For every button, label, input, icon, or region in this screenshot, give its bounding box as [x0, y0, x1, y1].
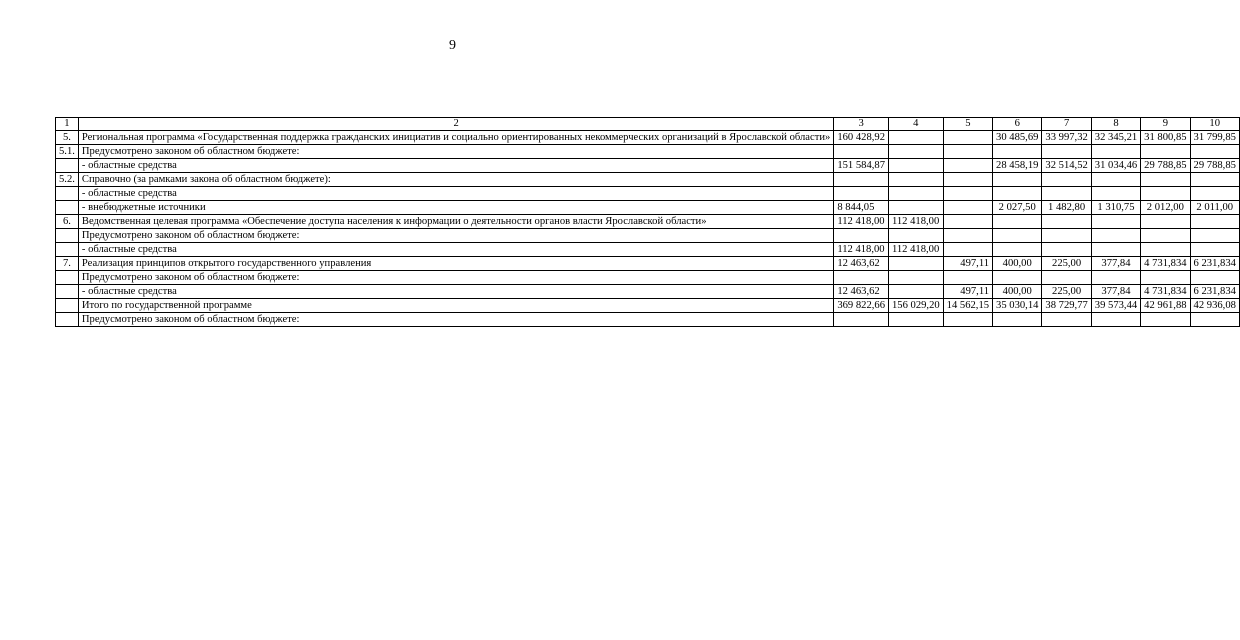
value-cell — [1141, 229, 1190, 243]
value-cell: 497,11 — [943, 285, 992, 299]
value-cell — [888, 145, 943, 159]
table-row — [56, 173, 1240, 187]
value-cell — [1042, 243, 1091, 257]
value-cell — [1141, 145, 1190, 159]
value-cell — [1042, 271, 1091, 285]
value-cell — [888, 159, 943, 173]
value-cell — [834, 187, 889, 201]
row-description: - областные средства — [78, 285, 833, 299]
value-cell: 42 936,08 — [1190, 299, 1239, 313]
value-cell: 400,00 — [993, 257, 1042, 271]
row-description: Предусмотрено законом об областном бюджете: — [78, 313, 833, 327]
value-cell — [943, 173, 992, 187]
value-cell — [1091, 229, 1140, 243]
value-cell: 31 800,85 — [1141, 131, 1190, 145]
header-cell: 6 — [993, 118, 1042, 131]
value-cell: 6 231,834 — [1190, 257, 1239, 271]
table-row — [56, 299, 1240, 313]
row-number: 7. — [56, 257, 79, 271]
value-cell: 12 463,62 — [834, 257, 889, 271]
value-cell — [834, 173, 889, 187]
row-number — [56, 285, 79, 299]
value-cell — [1190, 313, 1239, 327]
header-cell: 10 — [1190, 118, 1239, 131]
value-cell: 151 584,87 — [834, 159, 889, 173]
value-cell: 12 463,62 — [834, 285, 889, 299]
header-cell: 2 — [78, 118, 833, 131]
value-cell — [1190, 187, 1239, 201]
value-cell — [993, 187, 1042, 201]
value-cell: 112 418,00 — [834, 243, 889, 257]
row-number — [56, 229, 79, 243]
value-cell — [1042, 145, 1091, 159]
value-cell: 14 562,15 — [943, 299, 992, 313]
value-cell — [1091, 243, 1140, 257]
value-cell: 112 418,00 — [888, 215, 943, 229]
row-number: 5.2. — [56, 173, 79, 187]
value-cell — [834, 313, 889, 327]
value-cell: 112 418,00 — [834, 215, 889, 229]
row-number — [56, 243, 79, 257]
value-cell: 39 573,44 — [1091, 299, 1140, 313]
row-description: - областные средства — [78, 159, 833, 173]
value-cell — [1091, 271, 1140, 285]
value-cell — [993, 229, 1042, 243]
value-cell — [1042, 187, 1091, 201]
value-cell: 2 027,50 — [993, 201, 1042, 215]
value-cell: 156 029,20 — [888, 299, 943, 313]
row-description: Региональная программа «Государственная поддержка гражданских инициатив и социально ориентированных некоммерческих организаций в Ярославской области» — [78, 131, 833, 145]
value-cell — [834, 145, 889, 159]
value-cell — [1141, 271, 1190, 285]
value-cell — [943, 159, 992, 173]
value-cell — [943, 215, 992, 229]
row-description: Реализация принципов открытого государственного управления — [78, 257, 833, 271]
table-row — [56, 313, 1240, 327]
value-cell — [943, 131, 992, 145]
table-row — [56, 159, 1240, 173]
value-cell — [888, 173, 943, 187]
value-cell — [834, 271, 889, 285]
budget-table — [55, 117, 1240, 327]
header-cell: 8 — [1091, 118, 1140, 131]
value-cell — [1091, 187, 1140, 201]
value-cell: 35 030,14 — [993, 299, 1042, 313]
value-cell: 225,00 — [1042, 257, 1091, 271]
row-description: Предусмотрено законом об областном бюджете: — [78, 271, 833, 285]
value-cell — [943, 187, 992, 201]
value-cell: 32 514,52 — [1042, 159, 1091, 173]
value-cell: 8 844,05 — [834, 201, 889, 215]
value-cell: 4 731,834 — [1141, 257, 1190, 271]
table-row — [56, 187, 1240, 201]
value-cell — [1141, 313, 1190, 327]
value-cell — [1091, 145, 1140, 159]
row-number: 5. — [56, 131, 79, 145]
value-cell: 2 012,00 — [1141, 201, 1190, 215]
value-cell: 160 428,92 — [834, 131, 889, 145]
value-cell — [1190, 229, 1239, 243]
value-cell — [943, 229, 992, 243]
row-description: Итого по государственной программе — [78, 299, 833, 313]
header-cell: 3 — [834, 118, 889, 131]
header-cell: 5 — [943, 118, 992, 131]
table-body — [56, 118, 1240, 327]
row-number — [56, 201, 79, 215]
table-row — [56, 145, 1240, 159]
value-cell — [1190, 243, 1239, 257]
table-header-row — [56, 118, 1240, 131]
header-cell: 9 — [1141, 118, 1190, 131]
value-cell — [993, 271, 1042, 285]
value-cell — [943, 313, 992, 327]
value-cell — [1190, 145, 1239, 159]
row-description: - областные средства — [78, 187, 833, 201]
row-description: Предусмотрено законом об областном бюджете: — [78, 145, 833, 159]
value-cell — [1042, 313, 1091, 327]
row-description: Предусмотрено законом об областном бюджете: — [78, 229, 833, 243]
value-cell: 377,84 — [1091, 285, 1140, 299]
value-cell: 33 997,32 — [1042, 131, 1091, 145]
value-cell: 225,00 — [1042, 285, 1091, 299]
value-cell — [1190, 173, 1239, 187]
value-cell — [888, 229, 943, 243]
value-cell — [1042, 215, 1091, 229]
value-cell — [993, 215, 1042, 229]
table-row — [56, 201, 1240, 215]
value-cell: 32 345,21 — [1091, 131, 1140, 145]
row-description: - областные средства — [78, 243, 833, 257]
value-cell — [888, 201, 943, 215]
value-cell — [993, 145, 1042, 159]
value-cell — [888, 187, 943, 201]
row-number: 5.1. — [56, 145, 79, 159]
value-cell — [943, 145, 992, 159]
value-cell: 377,84 — [1091, 257, 1140, 271]
value-cell — [888, 257, 943, 271]
row-number — [56, 271, 79, 285]
header-cell: 1 — [56, 118, 79, 131]
value-cell: 4 731,834 — [1141, 285, 1190, 299]
value-cell: 400,00 — [993, 285, 1042, 299]
value-cell: 29 788,85 — [1190, 159, 1239, 173]
value-cell — [888, 271, 943, 285]
value-cell: 30 485,69 — [993, 131, 1042, 145]
value-cell: 6 231,834 — [1190, 285, 1239, 299]
value-cell: 29 788,85 — [1141, 159, 1190, 173]
value-cell — [1141, 243, 1190, 257]
value-cell: 497,11 — [943, 257, 992, 271]
value-cell — [1091, 215, 1140, 229]
table-row — [56, 229, 1240, 243]
row-number — [56, 187, 79, 201]
value-cell — [943, 201, 992, 215]
value-cell — [888, 285, 943, 299]
value-cell — [1141, 215, 1190, 229]
value-cell — [1141, 173, 1190, 187]
value-cell — [1190, 271, 1239, 285]
header-cell: 7 — [1042, 118, 1091, 131]
value-cell: 38 729,77 — [1042, 299, 1091, 313]
table-row — [56, 131, 1240, 145]
value-cell: 1 482,80 — [1042, 201, 1091, 215]
value-cell — [993, 313, 1042, 327]
row-description: Ведомственная целевая программа «Обеспечение доступа населения к информации о деятельности органов власти Ярославской области» — [78, 215, 833, 229]
value-cell: 28 458,19 — [993, 159, 1042, 173]
value-cell — [943, 243, 992, 257]
value-cell — [1091, 313, 1140, 327]
row-description: - внебюджетные источники — [78, 201, 833, 215]
table-row — [56, 243, 1240, 257]
table-row — [56, 271, 1240, 285]
value-cell — [1190, 215, 1239, 229]
page-number: 9 — [449, 38, 456, 53]
value-cell — [943, 271, 992, 285]
value-cell — [993, 243, 1042, 257]
header-cell: 4 — [888, 118, 943, 131]
row-number — [56, 299, 79, 313]
value-cell: 1 310,75 — [1091, 201, 1140, 215]
value-cell: 112 418,00 — [888, 243, 943, 257]
row-number: 6. — [56, 215, 79, 229]
value-cell: 369 822,66 — [834, 299, 889, 313]
table-row — [56, 285, 1240, 299]
value-cell — [1042, 173, 1091, 187]
value-cell: 31 034,46 — [1091, 159, 1140, 173]
value-cell: 31 799,85 — [1190, 131, 1239, 145]
value-cell: 2 011,00 — [1190, 201, 1239, 215]
value-cell — [1091, 173, 1140, 187]
value-cell — [1042, 229, 1091, 243]
row-description: Справочно (за рамками закона об областном бюджете): — [78, 173, 833, 187]
table-row — [56, 257, 1240, 271]
value-cell — [1141, 187, 1190, 201]
row-number — [56, 313, 79, 327]
table-row — [56, 215, 1240, 229]
value-cell — [888, 313, 943, 327]
value-cell — [888, 131, 943, 145]
value-cell — [993, 173, 1042, 187]
row-number — [56, 159, 79, 173]
value-cell — [834, 229, 889, 243]
value-cell: 42 961,88 — [1141, 299, 1190, 313]
